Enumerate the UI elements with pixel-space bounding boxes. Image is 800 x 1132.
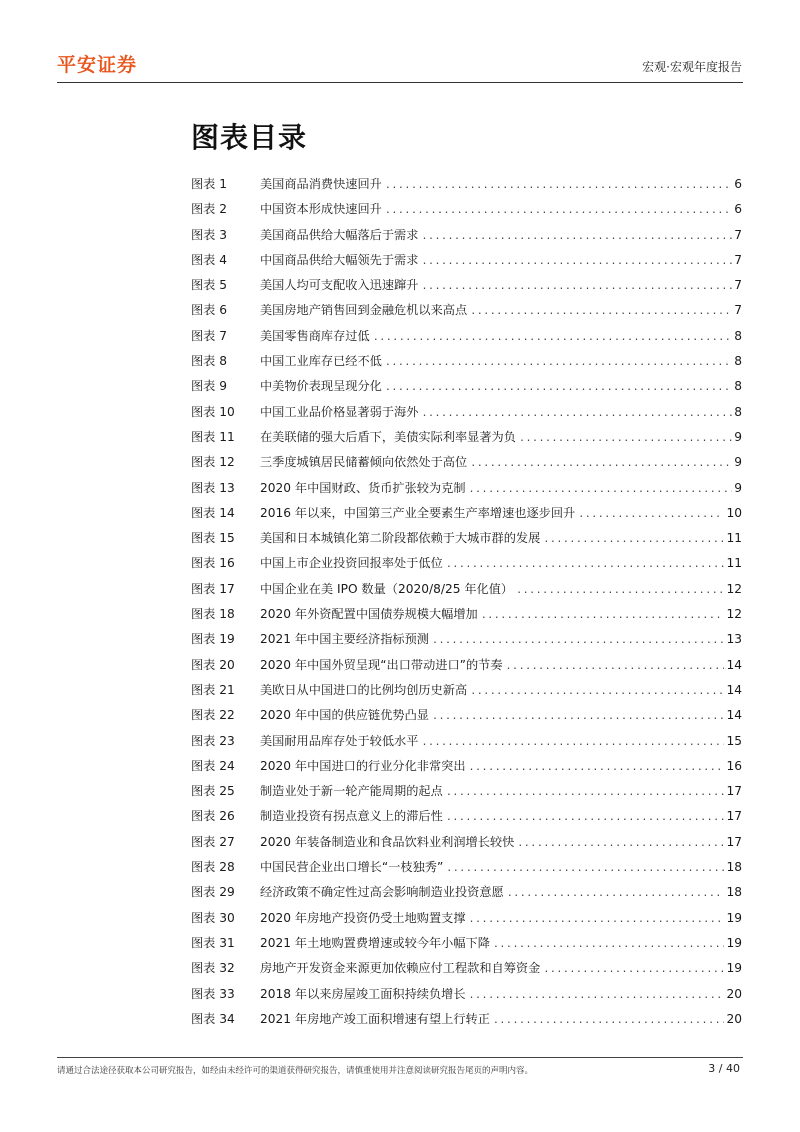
toc-entry[interactable] [191, 934, 742, 959]
toc-entry-page: 10 [726, 505, 742, 520]
toc-entry[interactable] [191, 1010, 742, 1035]
toc-dot-leader [421, 737, 724, 748]
toc-dot-leader [385, 180, 732, 191]
toc-entry[interactable] [191, 580, 742, 605]
toc-entry[interactable] [191, 377, 742, 402]
toc-entry[interactable] [191, 985, 742, 1010]
brand-logo: 平安证券 [57, 54, 138, 76]
toc-entry-label: 图表 2 [191, 202, 228, 217]
toc-entry-page: 19 [726, 935, 742, 950]
toc-entry-title: 中国企业在美 IPO 数量（2020/8/25 年化值） [260, 581, 514, 596]
toc-entry-label: 图表 31 [191, 935, 235, 950]
toc-entry-label: 图表 11 [191, 429, 235, 444]
toc-dot-leader [385, 382, 732, 393]
toc-entry-label: 图表 26 [191, 809, 235, 824]
toc-dot-leader [373, 332, 733, 343]
toc-entry-page: 11 [726, 556, 742, 571]
toc-entry-label: 图表 20 [191, 657, 235, 672]
toc-entry-title: 2020 年中国的供应链优势凸显 [260, 708, 429, 723]
toc-entry[interactable] [191, 732, 742, 757]
toc-entry-label: 图表 17 [191, 581, 235, 596]
toc-entry-title: 经济政策不确定性过高会影响制造业投资意愿 [260, 885, 504, 900]
toc-dot-leader [432, 635, 725, 646]
page-title: 图表目录 [191, 121, 308, 154]
toc-entry-title: 中国民营企业出口增长“一枝独秀” [260, 860, 444, 875]
toc-entry[interactable] [191, 782, 742, 807]
toc-entry-label: 图表 6 [191, 303, 228, 318]
toc-entry-label: 图表 9 [191, 379, 228, 394]
toc-entry-page: 8 [734, 328, 742, 343]
toc-entry[interactable] [191, 883, 742, 908]
toc-dot-leader [421, 231, 732, 242]
toc-entry-page: 9 [734, 429, 742, 444]
toc-dot-leader [517, 838, 724, 849]
toc-entry-page: 6 [734, 202, 742, 217]
toc-entry-page: 14 [726, 708, 742, 723]
toc-entry-label: 图表 28 [191, 860, 235, 875]
toc-dot-leader [578, 509, 724, 520]
toc-entry[interactable] [191, 605, 742, 630]
toc-entry-page: 8 [734, 354, 742, 369]
toc-entry-label: 图表 19 [191, 632, 235, 647]
toc-entry[interactable] [191, 327, 742, 352]
toc-entry-page: 7 [734, 227, 742, 242]
toc-entry-title: 房地产开发资金来源更加依赖应付工程款和自筹资金 [260, 961, 541, 976]
toc-dot-leader [469, 762, 725, 773]
toc-entry[interactable] [191, 301, 742, 326]
toc-entry-title: 制造业处于新一轮产能周期的起点 [260, 784, 443, 799]
toc-dot-leader [493, 939, 725, 950]
toc-entry-page: 9 [734, 455, 742, 470]
table-of-figures [191, 175, 742, 1035]
toc-entry[interactable] [191, 276, 742, 301]
toc-dot-leader [446, 559, 725, 570]
toc-entry-page: 7 [734, 303, 742, 318]
toc-entry-page: 17 [726, 809, 742, 824]
toc-dot-leader [507, 888, 725, 899]
toc-entry-page: 20 [726, 1011, 742, 1026]
footer-disclaimer: 请通过合法途径获取本公司研究报告，如经由未经许可的渠道获得研究报告，请慎重使用并注意阅读研究报告尾页的声明内容。 [57, 1066, 534, 1076]
toc-dot-leader [385, 357, 732, 368]
toc-entry[interactable] [191, 403, 742, 428]
toc-entry-title: 2020 年房地产投资仍受土地购置支撑 [260, 910, 466, 925]
toc-entry-label: 图表 12 [191, 455, 235, 470]
toc-entry-label: 图表 7 [191, 328, 228, 343]
toc-entry-title: 中美物价表现呈现分化 [260, 379, 382, 394]
toc-entry[interactable] [191, 200, 742, 225]
toc-entry-page: 9 [734, 480, 742, 495]
toc-dot-leader [543, 964, 724, 975]
toc-entry-page: 19 [726, 961, 742, 976]
toc-entry-title: 美国人均可支配收入迅速蹿升 [260, 278, 419, 293]
toc-entry-label: 图表 25 [191, 784, 235, 799]
toc-dot-leader [446, 787, 725, 798]
toc-entry-page: 7 [734, 252, 742, 267]
toc-entry-page: 15 [726, 733, 742, 748]
toc-entry-title: 中国上市企业投资回报率处于低位 [260, 556, 443, 571]
toc-entry-title: 美国商品供给大幅落后于需求 [260, 227, 419, 242]
toc-dot-leader [446, 863, 724, 874]
toc-entry[interactable] [191, 959, 742, 984]
toc-entry-label: 图表 23 [191, 733, 235, 748]
toc-dot-leader [481, 610, 725, 621]
toc-entry-title: 中国商品供给大幅领先于需求 [260, 252, 419, 267]
toc-dot-leader [470, 686, 724, 697]
toc-entry-page: 12 [726, 607, 742, 622]
toc-dot-leader [519, 433, 732, 444]
toc-entry-page: 8 [734, 379, 742, 394]
toc-entry-page: 14 [726, 657, 742, 672]
toc-entry-title: 在美联储的强大后盾下，美债实际利率显著为负 [260, 429, 516, 444]
toc-entry-page: 13 [726, 632, 742, 647]
toc-entry[interactable] [191, 251, 742, 276]
toc-entry-title: 美国和日本城镇化第二阶段都依赖于大城市群的发展 [260, 531, 541, 546]
toc-dot-leader [385, 205, 732, 216]
toc-dot-leader [516, 585, 724, 596]
toc-entry[interactable] [191, 554, 742, 579]
toc-entry-title: 2021 年房地产竣工面积增速有望上行转正 [260, 1011, 490, 1026]
toc-entry-title: 中国工业库存已经不低 [260, 354, 382, 369]
toc-entry-label: 图表 34 [191, 1011, 235, 1026]
toc-entry-label: 图表 27 [191, 834, 235, 849]
toc-entry-page: 16 [726, 758, 742, 773]
toc-entry-label: 图表 3 [191, 227, 228, 242]
toc-entry-title: 中国资本形成快速回升 [260, 202, 382, 217]
toc-entry-page: 18 [726, 860, 742, 875]
toc-entry[interactable] [191, 909, 742, 934]
toc-entry-page: 19 [726, 910, 742, 925]
toc-entry-title: 2016 年以来，中国第三产业全要素生产率增速也逐步回升 [260, 505, 576, 520]
toc-entry[interactable] [191, 504, 742, 529]
toc-dot-leader [470, 458, 732, 469]
toc-entry-title: 制造业投资有拐点意义上的滞后性 [260, 809, 443, 824]
toc-entry-page: 18 [726, 885, 742, 900]
toc-entry[interactable] [191, 858, 742, 883]
toc-entry-title: 2018 年以来房屋竣工面积持续负增长 [260, 986, 466, 1001]
toc-dot-leader [421, 256, 732, 267]
toc-entry-label: 图表 33 [191, 986, 235, 1001]
toc-entry-label: 图表 32 [191, 961, 235, 976]
toc-entry-page: 11 [726, 531, 742, 546]
toc-entry-page: 8 [734, 404, 742, 419]
toc-entry-label: 图表 24 [191, 758, 235, 773]
toc-entry[interactable] [191, 352, 742, 377]
toc-dot-leader [470, 306, 732, 317]
toc-entry-label: 图表 14 [191, 505, 235, 520]
toc-entry-label: 图表 1 [191, 177, 228, 191]
toc-entry-title: 美欧日从中国进口的比例均创历史新高 [260, 682, 468, 697]
toc-entry-title: 中国工业品价格显著弱于海外 [260, 404, 419, 419]
toc-dot-leader [506, 661, 725, 672]
toc-entry-label: 图表 10 [191, 404, 235, 419]
toc-entry-label: 图表 15 [191, 531, 235, 546]
toc-entry[interactable] [191, 630, 742, 655]
toc-entry-page: 7 [734, 278, 742, 293]
toc-dot-leader [446, 812, 725, 823]
toc-entry-label: 图表 18 [191, 607, 235, 622]
toc-entry-title: 2020 年中国财政、货币扩张较为克制 [260, 480, 466, 495]
toc-dot-leader [432, 711, 725, 722]
toc-entry[interactable] [191, 175, 742, 200]
toc-dot-leader [421, 281, 732, 292]
report-category: 宏观·宏观年度报告 [642, 60, 742, 74]
toc-entry-title: 三季度城镇居民储蓄倾向依然处于高位 [260, 455, 468, 470]
toc-entry-page: 6 [734, 177, 742, 191]
toc-dot-leader [493, 1015, 725, 1026]
toc-entry-page: 17 [726, 784, 742, 799]
toc-entry-label: 图表 13 [191, 480, 235, 495]
toc-entry-label: 图表 29 [191, 885, 235, 900]
toc-entry-page: 12 [726, 581, 742, 596]
toc-entry[interactable] [191, 681, 742, 706]
toc-dot-leader [543, 534, 724, 545]
toc-entry[interactable] [191, 757, 742, 782]
toc-entry-title: 2020 年中国进口的行业分化非常突出 [260, 758, 466, 773]
toc-entry[interactable] [191, 453, 742, 478]
toc-entry-label: 图表 8 [191, 354, 228, 369]
toc-entry-label: 图表 22 [191, 708, 235, 723]
toc-entry[interactable] [191, 807, 742, 832]
toc-entry-title: 美国耐用品库存处于较低水平 [260, 733, 419, 748]
toc-dot-leader [469, 484, 733, 495]
toc-entry-title: 美国商品消费快速回升 [260, 177, 382, 191]
header-divider [57, 82, 743, 83]
toc-entry-label: 图表 30 [191, 910, 235, 925]
toc-entry-title: 2020 年装备制造业和食品饮料业利润增长较快 [260, 834, 515, 849]
toc-entry-page: 17 [726, 834, 742, 849]
toc-entry[interactable] [191, 529, 742, 554]
toc-dot-leader [421, 408, 732, 419]
toc-entry-title: 美国零售商库存过低 [260, 328, 370, 343]
toc-entry[interactable] [191, 428, 742, 453]
toc-entry-label: 图表 5 [191, 278, 228, 293]
toc-entry[interactable] [191, 656, 742, 681]
toc-entry[interactable] [191, 226, 742, 251]
toc-entry[interactable] [191, 706, 742, 731]
toc-dot-leader [469, 990, 725, 1001]
toc-entry-label: 图表 4 [191, 252, 228, 267]
footer-divider [57, 1057, 743, 1058]
toc-entry-page: 20 [726, 986, 742, 1001]
toc-entry-title: 2020 年外资配置中国债券规模大幅增加 [260, 607, 478, 622]
toc-entry-title: 美国房地产销售回到金融危机以来高点 [260, 303, 468, 318]
page-number: 3 / 40 [708, 1062, 740, 1075]
toc-entry[interactable] [191, 479, 742, 504]
toc-entry-title: 2021 年土地购置费增速或较今年小幅下降 [260, 935, 490, 950]
toc-entry-title: 2021 年中国主要经济指标预测 [260, 632, 429, 647]
toc-entry-label: 图表 21 [191, 682, 235, 697]
toc-entry-page: 14 [726, 682, 742, 697]
toc-entry-label: 图表 16 [191, 556, 235, 571]
toc-entry-title: 2020 年中国外贸呈现“出口带动进口”的节奏 [260, 657, 503, 672]
toc-dot-leader [469, 914, 725, 925]
toc-entry[interactable] [191, 833, 742, 858]
